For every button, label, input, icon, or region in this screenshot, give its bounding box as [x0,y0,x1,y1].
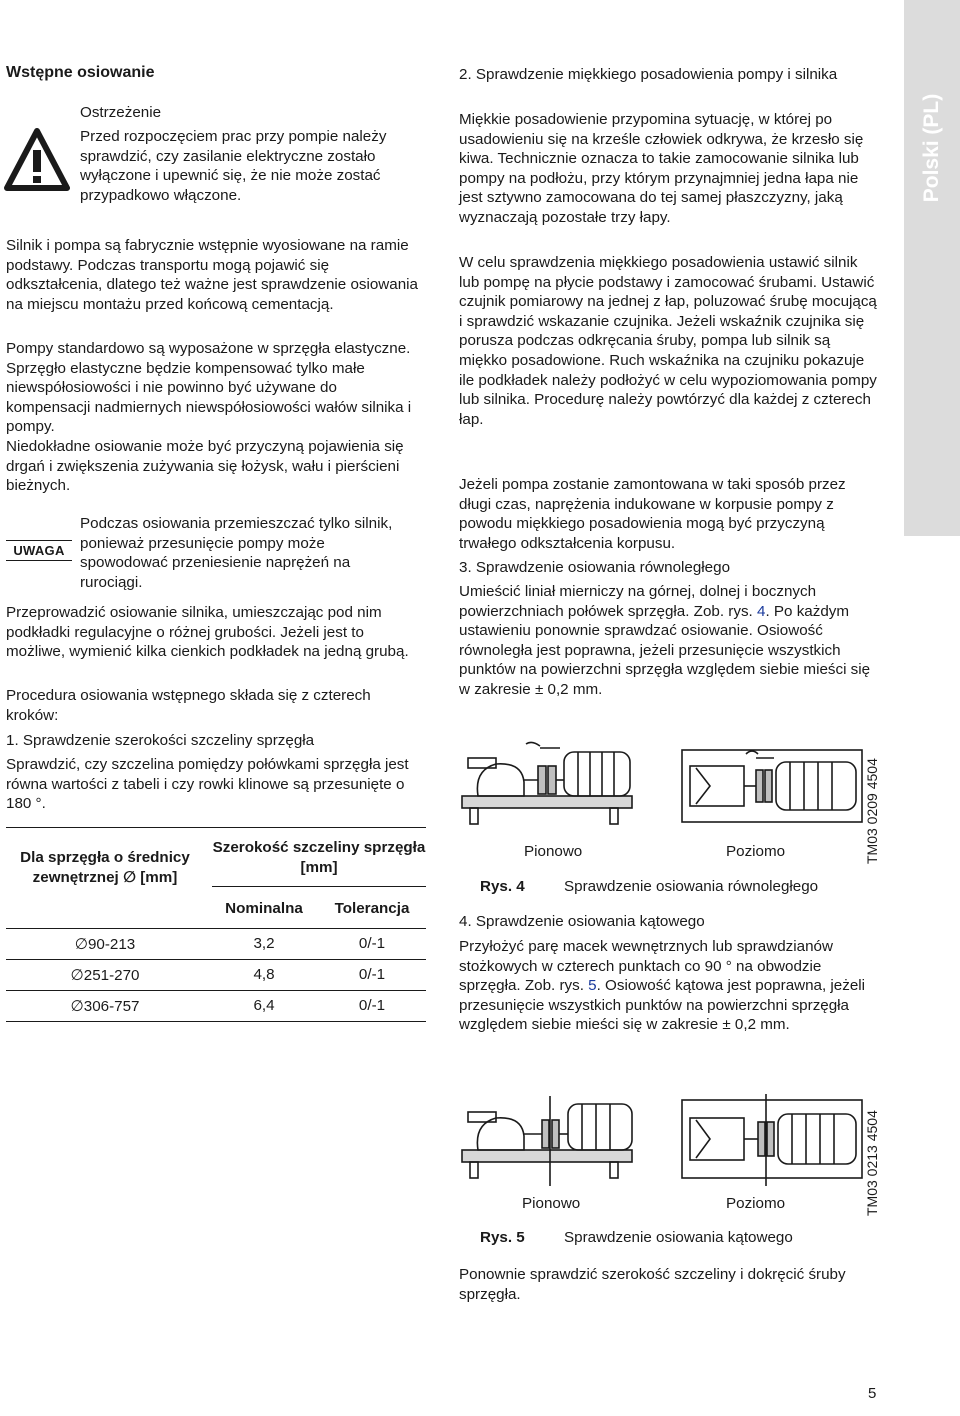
caution-badge: UWAGA [6,540,72,561]
step2-title: 2. Sprawdzenie miękkiego posadowienia pompy i silnika [459,66,838,83]
cell-diameter: ∅251-270 [70,967,140,984]
cell-nominal: 4,8 [253,966,275,983]
gap-table [6,827,426,1022]
figure-5-code: TM03 0213 4504 [864,1110,880,1216]
figure-4-number: Rys. 4 [480,878,525,895]
figure-ref-5[interactable]: 5 [588,977,597,995]
cell-diameter: ∅306-757 [70,998,140,1015]
section-title: Wstępne osiowanie [6,64,155,81]
caution-text: Podczas osiowania przemieszczać tylko silnik, ponieważ przesunięcie pompy może spowodować przeniesienie naprężeń na rurociągi. [80,515,393,591]
figure-5-caption: Sprawdzenie osiowania kątowego [564,1229,793,1246]
step1-text: Sprawdzić, czy szczelina pomiędzy połówkami sprzęgła jest równa wartości z tabeli i czy rowki klinowe są przesunięte o 180 °. [6,756,409,813]
figure-4-caption: Sprawdzenie osiowania równoległego [564,878,819,895]
table-header-nominal: Nominalna [225,900,303,917]
step2-paragraph-1: Miękkie posadowienie przypomina sytuację, w której po usadowieniu się na krześle człowiek odkrywa, że krzesło się kiwa. Technicznie oznacza to takie zamocowanie silnika lub pompy na podłożu, przy którym przynajmniej jedna łapa nie jest sztywno zamocowana do tej samej płaszczyzny, jaką wyznaczają pozostałe trzy łapy. [459,111,864,226]
final-instruction: Ponownie sprawdzić szerokość szczeliny i dokręcić śruby sprzęgła. [459,1266,846,1303]
cell-tolerance: 0/-1 [358,997,386,1014]
paragraph-prealigned: Silnik i pompa są fabrycznie wstępnie wyosiowane na ramie podstawy. Podczas transportu mogą pojawić się odkształcenia, dlatego też ważne jest sprawdzenie osiowania na miejscu montażu przed końcową cementacją. [6,237,418,313]
cell-nominal: 3,2 [253,935,275,952]
figure-4-label-vertical: Pionowo [524,843,583,860]
warning-icon [4,128,70,192]
cell-tolerance: 0/-1 [358,966,386,983]
cell-tolerance: 0/-1 [358,935,386,952]
step1-title: 1. Sprawdzenie szerokości szczeliny sprzęgła [6,732,315,749]
figure-4-code: TM03 0209 4504 [864,758,880,864]
step2-paragraph-2: W celu sprawdzenia miękkiego posadowienia ustawić silnik lub pompę na płycie podstawy i zamocować śrubami. Ustawić czujnik pomiarowy na jednej z łap, poluzować śrubę mocującą i sprawdzić wskazanie czujnika. Jeżeli wskaźnik czujnika się porusza podczas odkręcania śruby, pompa lub silnik są miękko posadowione. Ruch wskaźnika na czujniku pokazuje ile podkładek należy podłożyć w celu wypoziomowania pompy lub silnika. Procedurę należy powtórzyć dla każdej z czterech łap. [459,254,877,428]
step4-title: 4. Sprawdzenie osiowania kątowego [459,913,705,930]
table-bottom-rule [6,1021,426,1022]
paragraph-procedure: Procedura osiowania wstępnego składa się z czterech kroków: [6,687,371,724]
table-subheader-rule [212,886,426,887]
figure-5-number: Rys. 5 [480,1229,525,1246]
table-header-gap: Szerokość szczeliny sprzęgła [mm] [212,839,426,876]
step2-paragraph-3: Jeżeli pompa zostanie zamontowana w taki sposób przez długi czas, naprężenia indukowane w korpusie pompy z powodu miękkiego posadowienia mogą być przyczyną trwałego odkształcenia korpusu. [459,476,846,552]
paragraph-inaccuracy: Niedokładne osiowanie może być przyczyną pojawienia się drgań i zwiększenia zużywania się łożysk, wału i pierścieni bieżnych. [6,438,404,495]
figure-5-drawing [460,1090,865,1190]
cell-nominal: 6,4 [253,997,275,1014]
figure-4-drawing [460,740,865,840]
figure-4-label-horizontal: Poziomo [726,843,786,860]
page-number: 5 [868,1385,877,1402]
paragraph-coupling: Pompy standardowo są wyposażone w sprzęgła elastyczne. Sprzęgło elastyczne będzie kompensować tylko małe niewspółosiowości i nie powinno być używane do kompensacji nadmiernych niewspółosiowości wałów silnika i pompy. [6,340,412,436]
table-row [6,960,426,991]
language-tab-label: Polski (PL) [920,93,943,203]
table-header-tolerance: Tolerancja [334,900,410,917]
step3-text: Umieścić liniał mierniczy na górnej, dolnej i bocznych powierzchniach połówek sprzęgła. Zob. rys. 4. Po każdym ustawieniu ponownie sprawdzać osiowanie. Osiowość równoległa jest poprawna, jeżeli przesunięcie wszystkich punktów na powierzchni sprzęgła względem siebie mieści się w zakresie ± 0,2 mm. [459,583,871,698]
paragraph-shims: Przeprowadzić osiowanie silnika, umieszczając pod nim podkładki regulacyjne o różnej grubości. Jeżeli jest to możliwe, wymienić kilka cienkich podkładek na jedną grubą. [6,604,409,661]
figure-5-label-vertical: Pionowo [522,1195,581,1212]
language-tab [904,0,960,536]
step3-title: 3. Sprawdzenie osiowania równoległego [459,559,731,576]
warning-label: Ostrzeżenie [80,104,162,121]
table-row [6,991,426,1021]
figure-ref-4[interactable]: 4 [757,602,766,620]
cell-diameter: ∅90-213 [74,936,136,953]
figure-5-label-horizontal: Poziomo [726,1195,786,1212]
table-row [6,929,426,960]
step4-text: Przyłożyć parę macek wewnętrznych lub sprawdzianów stożkowych w czterech punktach co 90 ° na obwodzie sprzęgła. Zob. rys. 5. Osiowość kątowa jest poprawna, jeżeli przesunięcie wszystkich punktów na powierzchni sprzęgła względem siebie mieści się w zakresie ± 0,2 mm. [459,938,866,1034]
warning-text: Przed rozpoczęciem prac przy pompie należy sprawdzić, czy zasilanie elektryczne zostało wyłączone i upewnić się, że nie może zostać przypadkowo włączone. [80,128,387,204]
table-header-diameter: Dla sprzęgła o średnicy zewnętrznej ∅ [mm] [20,849,190,886]
